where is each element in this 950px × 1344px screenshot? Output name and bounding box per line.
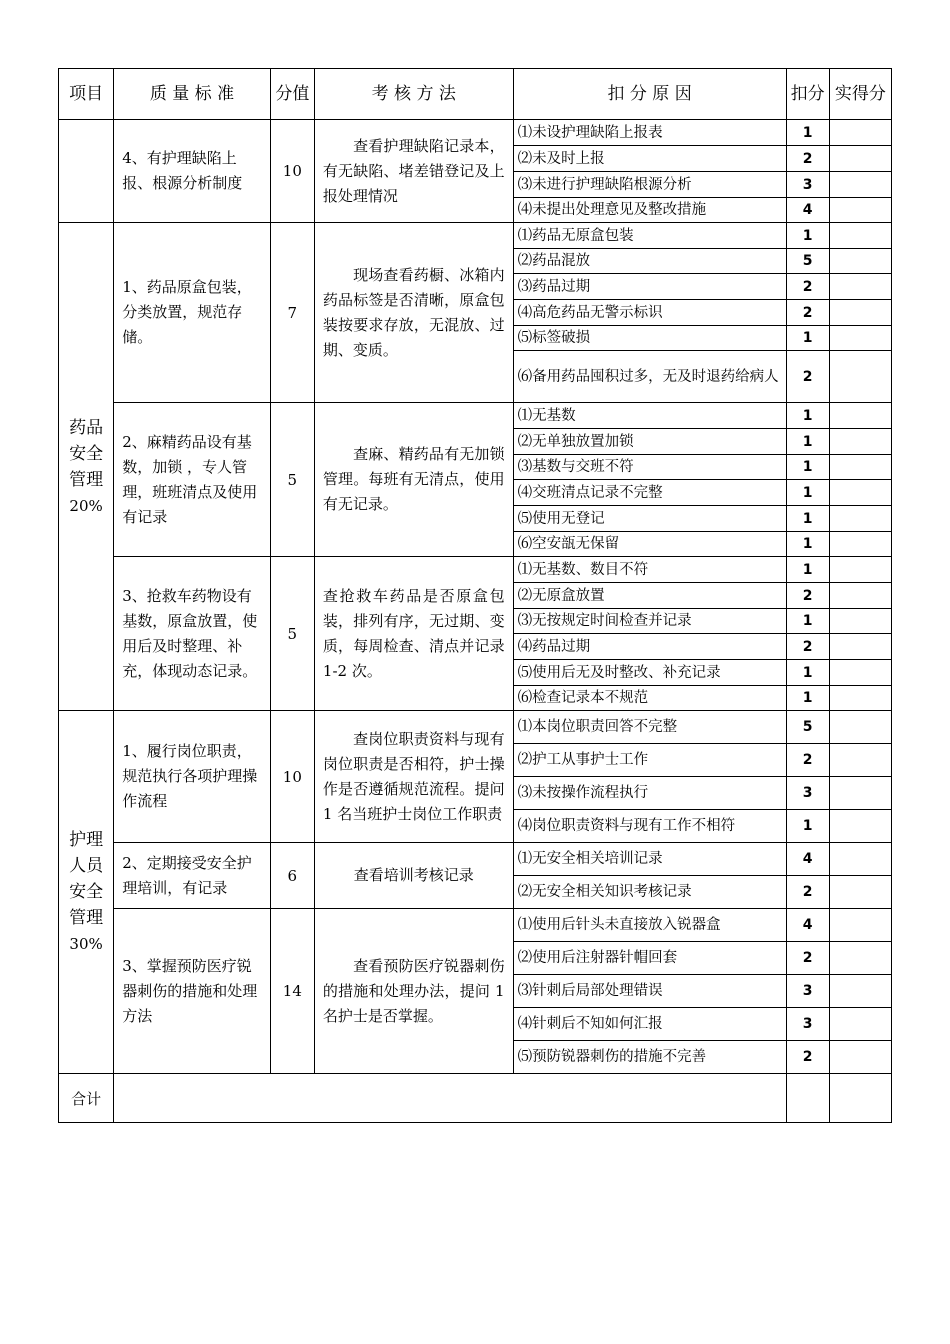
category-drug-safety (59, 223, 114, 711)
actual-cell[interactable] (829, 249, 891, 274)
actual-cell[interactable] (829, 583, 891, 609)
method-text: 查岗位职责资料与现有岗位职责是否相符，护士操作是否遵循规范流程。提问 1 名当班护士岗位工作职责 (322, 729, 505, 823)
deduct-cell: 2 (786, 1041, 829, 1074)
score-cell: 5 (270, 403, 314, 557)
reason-cell: ⑴本岗位职责回答不完整 (513, 711, 786, 744)
actual-cell[interactable] (829, 686, 891, 711)
actual-cell[interactable] (829, 660, 891, 686)
deduct-cell: 2 (786, 583, 829, 609)
deduct-cell: 1 (786, 403, 829, 429)
actual-cell[interactable] (829, 810, 891, 843)
deduct-cell: 3 (786, 777, 829, 810)
standard-cell: 3、抢救车药物设有基数，原盒放置，使用后及时整理、补充，体现动态记录。 (114, 557, 271, 711)
deduct-cell: 2 (786, 634, 829, 660)
deduct-cell: 2 (786, 146, 829, 172)
table-row (59, 120, 892, 146)
actual-cell[interactable] (829, 711, 891, 744)
reason-cell: ⑵无原盒放置 (513, 583, 786, 609)
deduct-cell: 1 (786, 506, 829, 532)
header-standard: 质 量 标 准 (114, 69, 271, 120)
reason-cell: ⑷针刺后不知如何汇报 (513, 1008, 786, 1041)
actual-cell[interactable] (829, 172, 891, 198)
deduct-cell: 2 (786, 274, 829, 300)
reason-cell: ⑷药品过期 (513, 634, 786, 660)
table-row (59, 909, 892, 942)
reason-cell: ⑵无单独放置加锁 (513, 429, 786, 455)
standard-cell: 1、药品原盒包装，分类放置，规范存储。 (114, 223, 271, 403)
total-label: 合计 (59, 1074, 114, 1123)
category-line: 人员 (69, 856, 104, 876)
actual-cell[interactable] (829, 609, 891, 634)
deduct-cell: 1 (786, 609, 829, 634)
reason-cell: ⑹备用药品囤积过多，无及时退药给病人 (513, 351, 786, 403)
category-line: 安全 (69, 882, 104, 902)
standard-cell: 4、有护理缺陷上报、根源分析制度 (114, 120, 271, 223)
deduct-cell: 1 (786, 326, 829, 351)
reason-cell: ⑶未按操作流程执行 (513, 777, 786, 810)
actual-cell[interactable] (829, 351, 891, 403)
deduct-cell: 1 (786, 557, 829, 583)
reason-cell: ⑵药品混放 (513, 249, 786, 274)
actual-cell[interactable] (829, 876, 891, 909)
reason-cell: ⑴药品无原盒包装 (513, 223, 786, 249)
reason-cell: ⑸使用后无及时整改、补充记录 (513, 660, 786, 686)
header-item: 项目 (59, 69, 114, 120)
deduct-cell: 2 (786, 351, 829, 403)
deduct-cell: 1 (786, 810, 829, 843)
total-blank-cell (114, 1074, 786, 1123)
standard-cell: 2、定期接受安全护理培训，有记录 (114, 843, 271, 909)
reason-cell: ⑷未提出处理意见及整改措施 (513, 198, 786, 223)
actual-cell[interactable] (829, 777, 891, 810)
reason-cell: ⑶无按规定时间检查并记录 (513, 609, 786, 634)
quality-assessment-table (58, 68, 892, 1123)
deduct-cell: 3 (786, 1008, 829, 1041)
deduct-cell: 2 (786, 876, 829, 909)
method-text: 查看护理缺陷记录本，有无缺陷、堵差错登记及上报处理情况 (322, 136, 505, 205)
deduct-cell: 2 (786, 744, 829, 777)
reason-cell: ⑸使用无登记 (513, 506, 786, 532)
category-percentage: 30% (69, 935, 103, 953)
actual-cell[interactable] (829, 557, 891, 583)
actual-cell[interactable] (829, 403, 891, 429)
reason-cell: ⑷交班清点记录不完整 (513, 480, 786, 506)
deduct-cell: 1 (786, 223, 829, 249)
category-line: 药品 (69, 417, 104, 438)
reason-cell: ⑹空安瓿无保留 (513, 532, 786, 557)
method-cell (314, 120, 513, 223)
deduct-cell: 1 (786, 120, 829, 146)
deduct-cell: 1 (786, 455, 829, 480)
actual-cell[interactable] (829, 480, 891, 506)
reason-cell: ⑶基数与交班不符 (513, 455, 786, 480)
score-cell: 10 (270, 711, 314, 843)
actual-cell[interactable] (829, 198, 891, 223)
reason-cell: ⑷岗位职责资料与现有工作不相符 (513, 810, 786, 843)
reason-cell: ⑶未进行护理缺陷根源分析 (513, 172, 786, 198)
deduct-cell: 1 (786, 686, 829, 711)
total-actual-cell[interactable] (829, 1074, 891, 1123)
reason-cell: ⑵未及时上报 (513, 146, 786, 172)
reason-cell: ⑸标签破损 (513, 326, 786, 351)
category-staff-safety (59, 711, 114, 1074)
reason-cell: ⑷高危药品无警示标识 (513, 300, 786, 326)
category-line: 安全 (69, 443, 104, 464)
deduct-cell: 1 (786, 660, 829, 686)
category-line: 管理 (69, 469, 104, 490)
reason-cell: ⑴无基数 (513, 403, 786, 429)
header-actual: 实得分 (829, 69, 891, 120)
actual-cell[interactable] (829, 506, 891, 532)
table-row (59, 843, 892, 876)
method-text: 查看预防医疗锐器刺伤的措施和处理办法，提问 1 名护士是否掌握。 (322, 956, 505, 1025)
category-line: 护理 (69, 830, 104, 850)
reason-cell: ⑴使用后针头未直接放入锐器盒 (513, 909, 786, 942)
score-cell: 14 (270, 909, 314, 1074)
reason-cell: ⑴未设护理缺陷上报表 (513, 120, 786, 146)
standard-cell: 3、掌握预防医疗锐器刺伤的措施和处理方法 (114, 909, 271, 1074)
actual-cell[interactable] (829, 146, 891, 172)
table-row (59, 403, 892, 429)
deduct-cell: 5 (786, 711, 829, 744)
actual-cell[interactable] (829, 975, 891, 1008)
actual-cell[interactable] (829, 274, 891, 300)
method-text: 现场查看药橱、冰箱内药品标签是否清晰，原盒包装按要求存放，无混放、过期、变质。 (322, 265, 505, 359)
reason-cell: ⑶针刺后局部处理错误 (513, 975, 786, 1008)
reason-cell: ⑸预防锐器刺伤的措施不完善 (513, 1041, 786, 1074)
method-cell (314, 711, 513, 843)
deduct-cell: 2 (786, 300, 829, 326)
total-deduct-cell[interactable] (786, 1074, 829, 1123)
method-cell (314, 223, 513, 403)
standard-cell: 2、麻精药品设有基数，加锁 ，专人管理，班班清点及使用有记录 (114, 403, 271, 557)
method-cell (314, 909, 513, 1074)
actual-cell[interactable] (829, 1008, 891, 1041)
actual-cell[interactable] (829, 120, 891, 146)
actual-cell[interactable] (829, 326, 891, 351)
total-row (59, 1074, 892, 1123)
actual-cell[interactable] (829, 455, 891, 480)
score-cell: 5 (270, 557, 314, 711)
table-row (59, 223, 892, 249)
reason-cell: ⑵护工从事护士工作 (513, 744, 786, 777)
actual-cell[interactable] (829, 300, 891, 326)
reason-cell: ⑹检查记录本不规范 (513, 686, 786, 711)
deduct-cell: 1 (786, 429, 829, 455)
actual-cell[interactable] (829, 942, 891, 975)
score-cell: 10 (270, 120, 314, 223)
actual-cell[interactable] (829, 1041, 891, 1074)
method-text: 查麻、精药品有无加锁管理。每班有无清点，使用有无记录。 (322, 445, 505, 513)
reason-cell: ⑵无安全相关知识考核记录 (513, 876, 786, 909)
table-row (59, 557, 892, 583)
reason-cell: ⑵使用后注射器针帽回套 (513, 942, 786, 975)
category-cell-empty (59, 120, 114, 223)
deduct-cell: 2 (786, 942, 829, 975)
header-score: 分值 (270, 69, 314, 120)
actual-cell[interactable] (829, 429, 891, 455)
header-row (59, 69, 892, 120)
actual-cell[interactable] (829, 634, 891, 660)
score-cell: 6 (270, 843, 314, 909)
method-cell (314, 403, 513, 557)
standard-cell: 1、履行岗位职责，规范执行各项护理操作流程 (114, 711, 271, 843)
deduct-cell: 3 (786, 172, 829, 198)
deduct-cell: 3 (786, 975, 829, 1008)
table-row (59, 711, 892, 744)
deduct-cell: 4 (786, 198, 829, 223)
deduct-cell: 1 (786, 480, 829, 506)
reason-cell: ⑴无安全相关培训记录 (513, 843, 786, 876)
deduct-cell: 1 (786, 532, 829, 557)
reason-cell: ⑶药品过期 (513, 274, 786, 300)
header-method: 考 核 方 法 (314, 69, 513, 120)
actual-cell[interactable] (829, 223, 891, 249)
deduct-cell: 4 (786, 843, 829, 876)
reason-cell: ⑴无基数、数目不符 (513, 557, 786, 583)
actual-cell[interactable] (829, 532, 891, 557)
method-cell: 查抢救车药品是否原盒包装，排列有序，无过期、变质，每周检查、清点并记录 1-2 次。 (314, 557, 513, 711)
category-line: 管理 (69, 908, 104, 928)
category-percentage: 20% (69, 496, 103, 515)
method-cell: 查看培训考核记录 (314, 843, 513, 909)
header-deduct: 扣分 (786, 69, 829, 120)
actual-cell[interactable] (829, 909, 891, 942)
deduct-cell: 4 (786, 909, 829, 942)
actual-cell[interactable] (829, 843, 891, 876)
header-reason: 扣 分 原 因 (513, 69, 786, 120)
score-cell: 7 (270, 223, 314, 403)
actual-cell[interactable] (829, 744, 891, 777)
deduct-cell: 5 (786, 249, 829, 274)
